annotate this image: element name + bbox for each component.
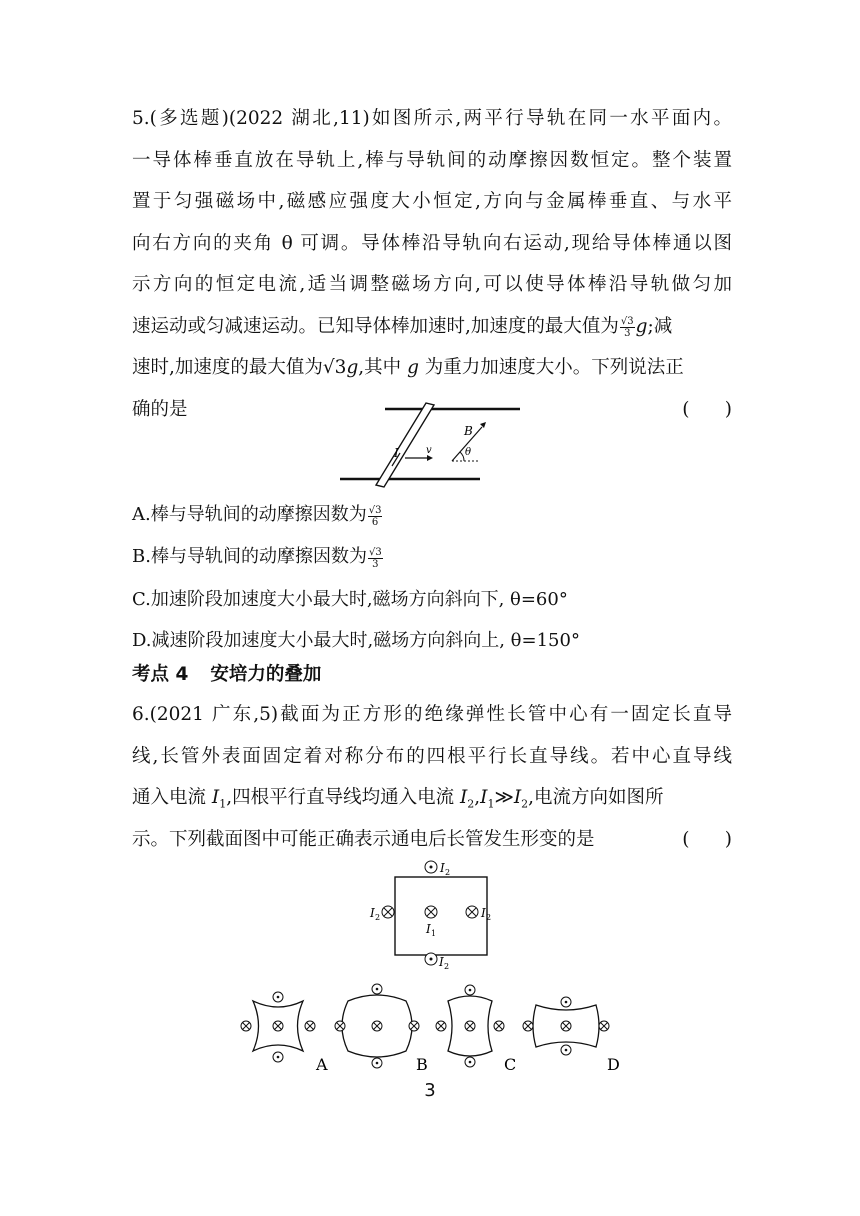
choice-a-shape (241, 992, 315, 1062)
symbol-I: I (211, 787, 220, 808)
option-b-text: B.棒与导轨间的动摩擦因数为 (132, 546, 367, 567)
q5-line-6-tail: ;减 (647, 315, 673, 337)
label-B: B (464, 424, 473, 438)
fraction-numerator: √3 (620, 316, 634, 327)
q5-line-6-text: 速运动或匀减速运动。已知导体棒加速时,加速度的最大值为 (132, 315, 619, 337)
choice-b-shape (335, 984, 419, 1068)
label-center-sub: 1 (431, 929, 437, 938)
choice-d-label: D (607, 1055, 620, 1074)
q5-line-4: 向右方向的夹角 θ 可调。导体棒沿导轨向右运动,现给导体棒通以图 (132, 232, 732, 254)
fraction-denominator: 3 (372, 558, 379, 570)
label-center-I: I (426, 922, 431, 936)
q5-line-7 (132, 347, 732, 389)
label-I: I (394, 446, 399, 460)
q6-line-1: 6.(2021 广东,5)截面为正方形的绝缘弹性长管中心有一固定长直导 (132, 704, 732, 725)
symbol-I: I (513, 787, 522, 808)
option-a (132, 497, 383, 533)
fraction-numerator: √3 (368, 546, 382, 558)
subscript: 2 (467, 797, 475, 811)
q6-line-4 (132, 819, 732, 861)
label-left-sub: 2 (375, 913, 381, 922)
section-heading (132, 660, 321, 686)
comma: , (474, 787, 481, 808)
q6-line-3-tail: ,电流方向如图所 (528, 787, 664, 808)
label-bottom-sub: 2 (444, 962, 450, 971)
option-c: C.加速阶段加速度大小最大时,磁场方向斜向下, θ=60° (132, 589, 568, 610)
deformation-choices-figure (230, 975, 640, 1075)
symbol-I: I (459, 787, 468, 808)
label-top-I: I (440, 861, 445, 875)
q5-line-8-text: 确的是 (132, 398, 188, 420)
option-a-text: A.棒与导轨间的动摩擦因数为 (132, 504, 367, 525)
symbol-I: I (480, 787, 488, 808)
label-bottom-I: I (439, 955, 444, 969)
choice-a-label: A (316, 1055, 328, 1074)
choice-c-shape (436, 985, 504, 1067)
cross-icon-right (466, 906, 478, 918)
subscript: 2 (521, 797, 529, 811)
option-d: D.减速阶段加速度大小最大时,磁场方向斜向上, θ=150° (132, 630, 580, 651)
symbol-g: g (346, 357, 359, 378)
label-theta: θ (465, 447, 472, 458)
cross-icon-left (382, 906, 394, 918)
q5-line-7-mid: ,其中 (358, 357, 408, 378)
q5-line-1: 5.(多选题)(2022 湖北,11)如图所示,两平行导轨在同一水平面内。 (132, 108, 732, 129)
label-right-I: I (481, 906, 486, 920)
q5-line-7-text: 速时,加速度的最大值为 (132, 357, 323, 378)
q5-line-3: 置于匀强磁场中,磁感应强度大小恒定,方向与金属棒垂直、与水平 (132, 191, 732, 212)
subscript: 1 (219, 797, 227, 811)
symbol-g: g (407, 357, 419, 378)
fraction-sqrt3-over-3 (368, 547, 383, 570)
fraction-denominator: 6 (371, 516, 379, 528)
question-6 (132, 694, 732, 860)
answer-parentheses: ( ) (682, 828, 732, 850)
cross-icon-center (425, 906, 437, 918)
choice-c-label: C (504, 1055, 517, 1074)
q6-line-3 (132, 777, 732, 819)
subscript: 1 (487, 797, 495, 811)
q5-line-2: 一导体棒垂直放在导轨上,棒与导轨间的动摩擦因数恒定。整个装置 (132, 149, 732, 171)
q5-line-6 (132, 306, 732, 348)
rail-rod-figure (330, 395, 530, 490)
label-v: v (426, 445, 432, 456)
label-top-sub: 2 (445, 868, 451, 877)
much-greater-symbol: ≫ (494, 787, 514, 808)
q6-line-3-mid: ,四根平行直导线均通入电流 (226, 787, 460, 808)
fraction-denominator: 3 (624, 328, 631, 339)
label-right-sub: 2 (486, 913, 492, 922)
fraction-numerator: √3 (368, 504, 382, 516)
symbol-g: g (635, 315, 648, 337)
sqrt3: √3 (322, 357, 347, 378)
question-5 (132, 98, 732, 430)
square-tube-figure (360, 855, 500, 975)
page-number: 3 (424, 1080, 436, 1101)
label-left-I: I (370, 906, 375, 920)
answer-parentheses: ( ) (682, 398, 732, 420)
option-b (132, 539, 384, 575)
q5-line-7-tail: 为重力加速度大小。下列说法正 (418, 357, 684, 378)
q6-line-2: 线,长管外表面固定着对称分布的四根平行长直导线。若中心直导线 (132, 745, 732, 767)
q6-line-4-text: 示。下列截面图中可能正确表示通电后长管发生形变的是 (132, 828, 595, 850)
choice-b-label: B (416, 1055, 428, 1074)
fraction-sqrt3-over-3 (620, 316, 635, 339)
q5-line-5: 示方向的恒定电流,适当调整磁场方向,可以使导体棒沿导轨做匀加 (132, 274, 732, 295)
choice-d-shape (523, 997, 609, 1055)
q6-line-3-text: 通入电流 (132, 787, 212, 808)
fraction-sqrt3-over-6 (368, 505, 383, 528)
section-label: 考点 4 (132, 664, 189, 685)
section-title: 安培力的叠加 (210, 664, 322, 685)
